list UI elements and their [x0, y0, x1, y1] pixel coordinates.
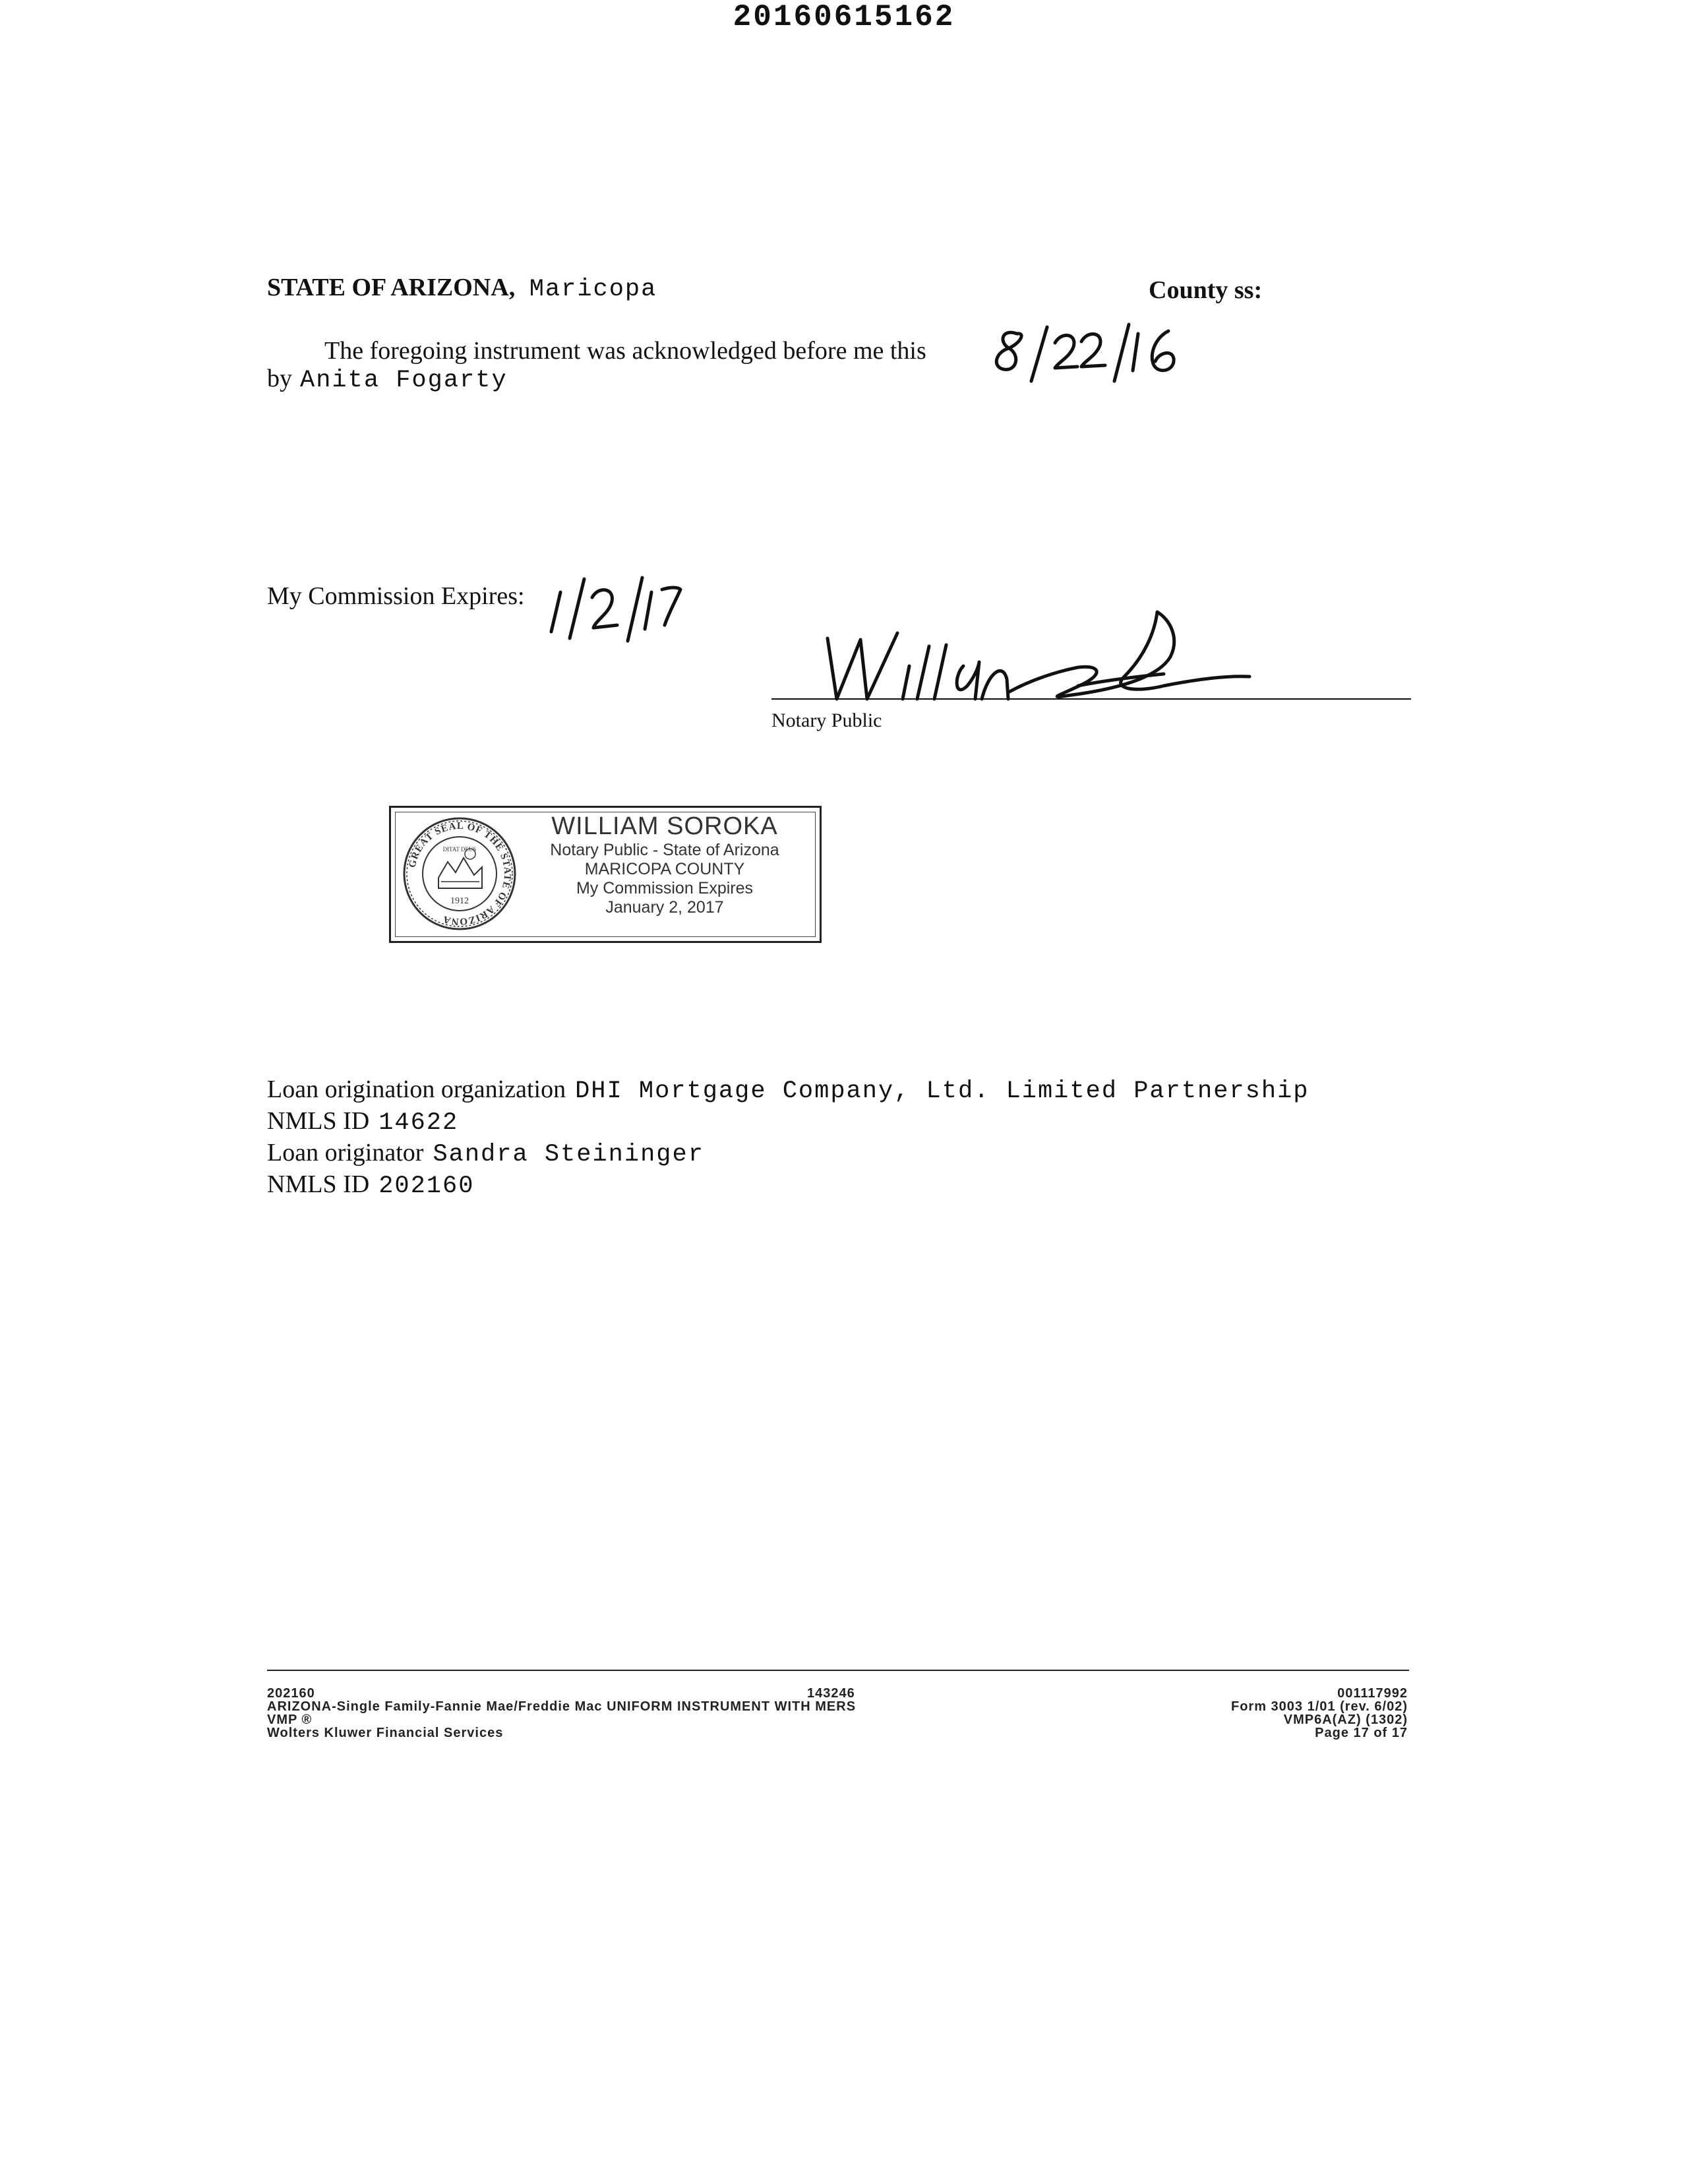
loan-org-label: Loan origination organization: [267, 1076, 566, 1103]
loan-org-line: [267, 1075, 1309, 1105]
acknowledged-by-name: Anita Fogarty: [300, 367, 508, 394]
footer-rule: [267, 1670, 1409, 1671]
handwritten-date-acknowledgment: [989, 315, 1187, 394]
nmls-org-line: [267, 1107, 458, 1137]
nmls-originator-line: [267, 1170, 474, 1200]
loan-originator-value: Sandra Steininger: [433, 1141, 704, 1168]
footer-right: [1231, 1687, 1408, 1740]
notary-stamp-text: [523, 812, 806, 917]
by-label: by: [267, 365, 292, 392]
notary-signature-line: [771, 698, 1411, 700]
footer-form-title: ARIZONA-Single Family-Fannie Mae/Freddie Mac UNIFORM INSTRUMENT WITH MERS: [267, 1699, 857, 1714]
nmls-originator-label: NMLS ID: [267, 1170, 370, 1198]
footer-loan-number: 001117992: [1337, 1686, 1408, 1701]
footer-left-id: 202160: [267, 1686, 315, 1701]
footer-form-number: Form 3003 1/01 (rev. 6/02): [1231, 1699, 1408, 1714]
notary-stamp: [389, 806, 822, 943]
footer-left: [267, 1687, 856, 1740]
arizona-state-seal: [400, 814, 519, 933]
nmls-originator-value: 202160: [378, 1172, 475, 1200]
footer-vmp-code: VMP6A(AZ) (1302): [1283, 1713, 1408, 1727]
footer-vmp: VMP ®: [267, 1713, 313, 1727]
county-value: Maricopa: [529, 276, 657, 303]
recording-number: 20160615162: [733, 0, 955, 34]
stamp-title: Notary Public - State of Arizona: [550, 841, 779, 859]
state-line: [267, 273, 657, 303]
stamp-commission-date: January 2, 2017: [605, 898, 724, 917]
notary-public-label: Notary Public: [771, 710, 882, 731]
acknowledgment-statement: The foregoing instrument was acknowledged before me this: [324, 337, 926, 365]
stamp-commission-label: My Commission Expires: [576, 879, 754, 897]
seal-ring-text: GREAT SEAL OF THE STATE OF ARIZONA: [407, 820, 513, 927]
commission-label: My Commission Expires:: [267, 582, 525, 610]
stamp-notary-name: WILLIAM SOROKA: [551, 812, 778, 840]
acknowledged-by-line: [267, 364, 508, 394]
loan-originator-label: Loan originator: [267, 1139, 424, 1167]
loan-org-value: DHI Mortgage Company, Ltd. Limited Partnership: [575, 1077, 1310, 1105]
state-label: STATE OF ARIZONA,: [267, 274, 516, 301]
footer-center-id: 143246: [807, 1686, 855, 1701]
handwritten-commission-date: [546, 572, 684, 645]
footer-page-number: Page 17 of 17: [1315, 1726, 1408, 1740]
footer-publisher: Wolters Kluwer Financial Services: [267, 1726, 504, 1740]
loan-originator-line: [267, 1138, 704, 1168]
seal-motto: DITAT DEUS: [442, 846, 477, 853]
seal-year: 1912: [450, 896, 469, 906]
nmls-org-label: NMLS ID: [267, 1107, 370, 1135]
nmls-org-value: 14622: [378, 1109, 459, 1137]
county-ss-label: County ss:: [1149, 276, 1263, 304]
notary-signature: [768, 593, 1269, 709]
stamp-county: MARICOPA COUNTY: [584, 860, 745, 878]
